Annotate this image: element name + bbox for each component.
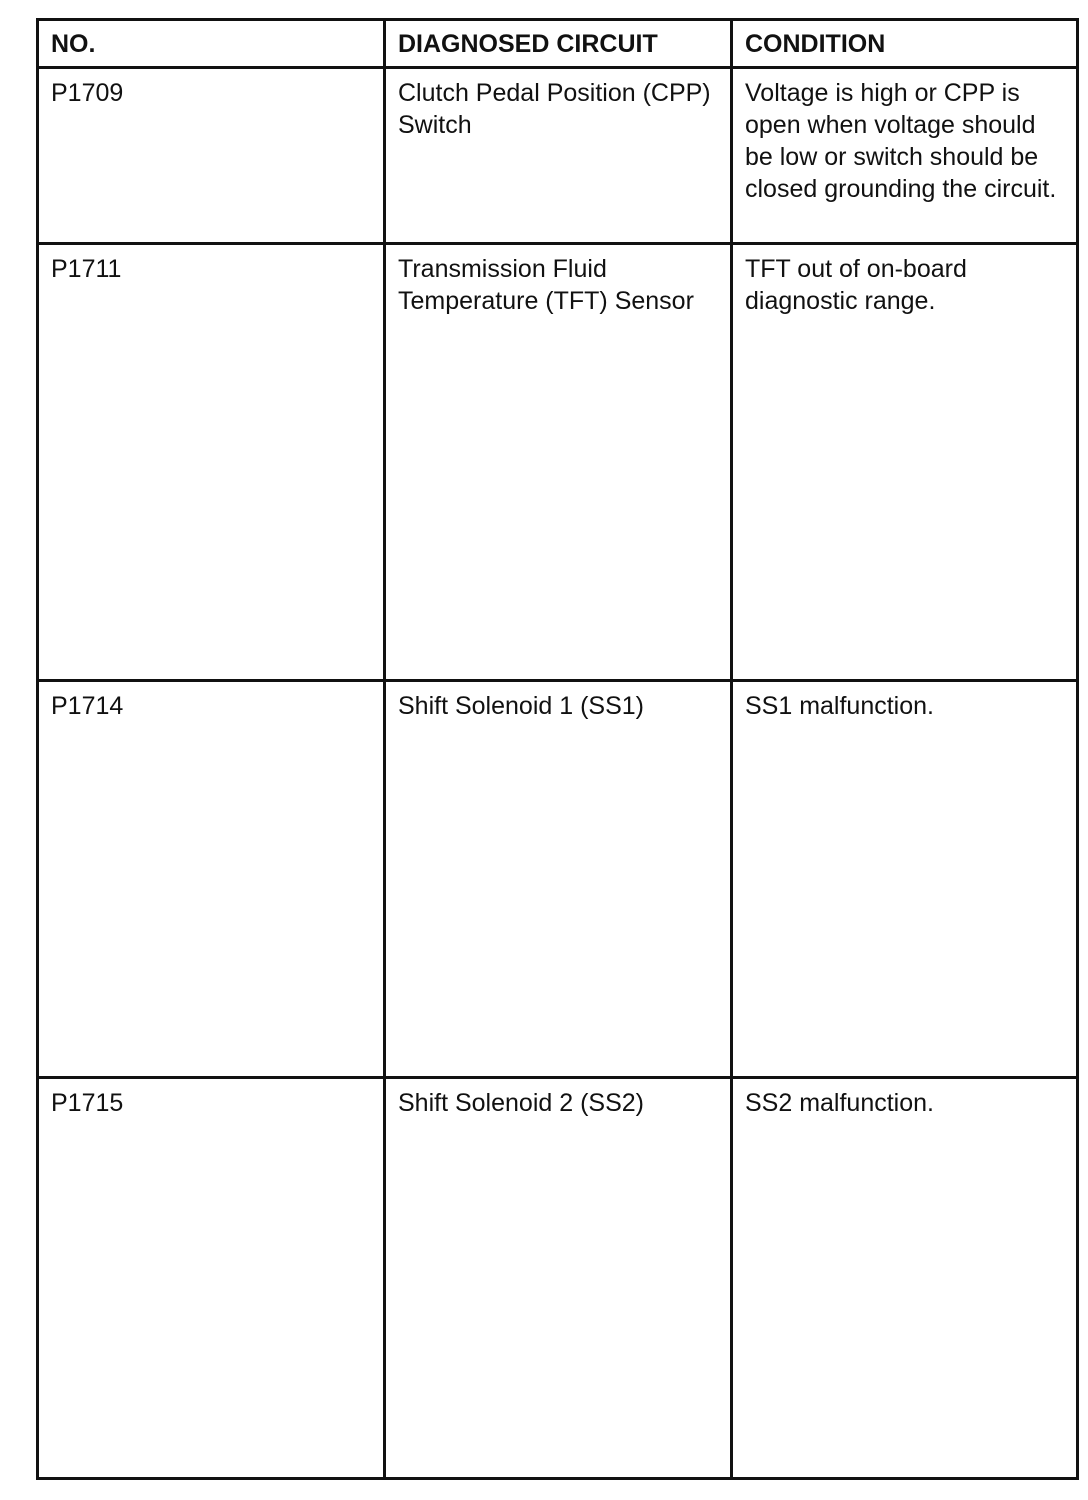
cell-circuit: Clutch Pedal Position (CPP) Switch (385, 68, 732, 244)
cell-condition: SS2 malfunction. (732, 1078, 1078, 1479)
header-condition: CONDITION (732, 20, 1078, 68)
cell-circuit: Transmission Fluid Temperature (TFT) Sensor (385, 244, 732, 681)
cell-condition: SS1 malfunction. (732, 681, 1078, 1078)
cell-circuit: Shift Solenoid 1 (SS1) (385, 681, 732, 1078)
table-row (38, 244, 1078, 681)
cell-code: P1709 (38, 68, 385, 244)
header-row (38, 20, 1078, 68)
table-row (38, 681, 1078, 1078)
cell-condition: TFT out of on-board diagnostic range. (732, 244, 1078, 681)
cell-code: P1711 (38, 244, 385, 681)
cell-circuit: Shift Solenoid 2 (SS2) (385, 1078, 732, 1479)
header-diagnosed-circuit: DIAGNOSED CIRCUIT (385, 20, 732, 68)
header-no: NO. (38, 20, 385, 68)
table-row (38, 68, 1078, 244)
cell-code: P1714 (38, 681, 385, 1078)
cell-condition: Voltage is high or CPP is open when voltage should be low or switch should be closed grounding the circuit. (732, 68, 1078, 244)
cell-code: P1715 (38, 1078, 385, 1479)
diagnostic-code-table (36, 18, 1079, 1480)
table-row (38, 1078, 1078, 1479)
